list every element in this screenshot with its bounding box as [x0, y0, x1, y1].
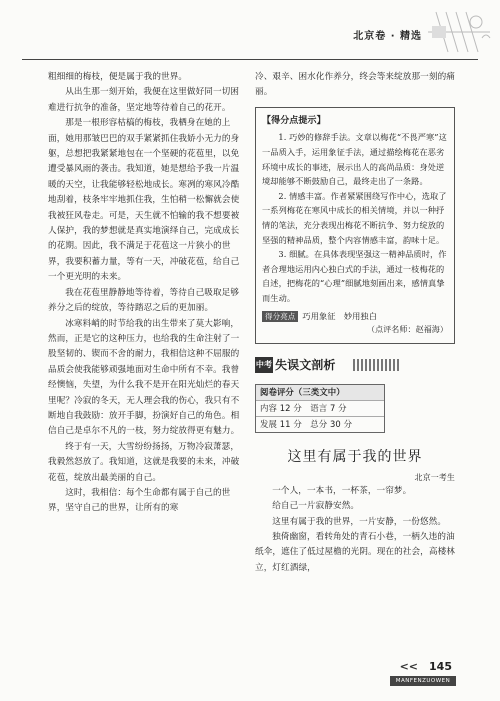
- score-header: 阅卷评分（三类文中）: [256, 385, 384, 400]
- essay-paragraph: 这里有属于我的世界，一片安静，一份悠然。: [272, 516, 447, 527]
- highlight-text: 巧用象征 妙用独白: [302, 310, 377, 321]
- tip-item: 3. 细腻。在具体表现坚强这一精神品质时，作者合理地运用内心独白式的手法，通过一枝梅花的自述，把梅花的“心理”细腻地刻画出来，感情真挚而生动。: [262, 249, 447, 303]
- paragraph: 终于有一天，大雪纷纷扬扬，万物冷寂萧瑟，我毅然怒放了。我知道，这就是我要的未来，冲破花苞，绽放出最美丽的自己。: [48, 441, 240, 483]
- essay-title: 这里有属于我的世界: [287, 448, 423, 465]
- essay-paragraph: 给自己一片寂静安然。: [272, 501, 360, 512]
- paragraph: 冰寒料峭的时节给我的出生带来了莫大影响，然而，正是它的这种压力，也给我的生命注射了一股坚韧的、锲而不舍的耐力，我相信这种不屈服的品质会使我能够顽强地面对生命中所有不幸。我曾经懊恼，失望，为什么我不是开在阳光灿烂的春天里呢？冷寂的冬天，无人理会我的伤心，我只有不断地自我鼓励：放开手脚，扮演好自己的角色。相信自己是卓尔不凡的一枝，努力绽放得更有魅力。: [48, 318, 240, 437]
- paragraph: 从出生那一刻开始，我便在这里做好同一切困难进行抗争的准备，坚定地等待着自己的花开。: [48, 87, 240, 113]
- paragraph: 粗细细的梅枝，便是属于我的世界。: [48, 72, 188, 82]
- section-badge: 中考: [255, 357, 273, 373]
- paragraph: 这时，我相信：每个生命都有属于自己的世界，坚守自己的世界，让所有的寒: [48, 487, 231, 514]
- highlight-tag: 得分亮点: [262, 311, 298, 322]
- tip-item: 1. 巧妙的修辞手法。文章以梅花“不畏严寒”这一品质入手，运用象征手法，通过描绘梅花在恶劣环境中成长的事迹，展示出人的高尚品质：身处逆境却能够不断鼓励自己，最终走出了一条路。: [262, 132, 447, 187]
- header-title: 北京卷 · 精选: [353, 31, 422, 42]
- essay-author: 北京一考生: [414, 472, 455, 482]
- scoring-tips-box: [255, 107, 455, 344]
- score-row: 内容 12 分 语言 7 分: [256, 400, 384, 416]
- reviewer-credit: （点评名师：赵福海）: [367, 325, 448, 335]
- header-divider: [22, 59, 478, 60]
- score-box: [255, 384, 385, 433]
- score-row: 发展 11 分 总分 30 分: [256, 416, 384, 432]
- section-hatch-decoration: [353, 359, 399, 371]
- paragraph: 冷、艰辛、困水化作养分，终会等来绽放那一刻的痛丽。: [255, 72, 455, 98]
- tips-title: 【得分点提示】: [262, 115, 326, 126]
- page-arrow-icon: <<: [399, 660, 418, 673]
- section-title: 失误文剖析: [275, 357, 336, 372]
- decorative-pattern-icon: [426, 8, 492, 56]
- highlight-line: [262, 309, 448, 324]
- left-column: [48, 70, 240, 517]
- section-heading: [255, 356, 455, 374]
- right-column: [255, 70, 455, 576]
- paragraph: 我在花苞里静静地等待着，等待自己吸取足够养分之后的绽放，等待踏忍之后的更加丽。: [48, 287, 240, 314]
- tip-item: 2. 情感丰富。作者紧紧围绕写作中心，选取了一系列梅花在寒风中成长的相关情境，并以一种抒情的笔法，充分表现出梅花不断抗争、努力绽放的坚强的精神品质，整个内容情感丰富，韵味十足。: [262, 190, 447, 245]
- footer-brand: MANFENZUOWEN: [390, 676, 456, 686]
- page-header: [0, 0, 500, 58]
- essay-paragraph: 独倚幽窗，看转角处的青石小巷，一柄久违的油纸伞，遮住了低过屋檐的光阴。现在的社会，高楼林立，灯红酒绿，: [255, 531, 455, 573]
- page-number: 145: [429, 660, 452, 673]
- essay-paragraph: 一个人，一本书，一杯茶，一帘梦。: [272, 485, 412, 496]
- paragraph: 那是一根形容枯槁的梅枝，我栖身在她的上面，她用那皱巴巴的双手紧紧抓住我娇小无力的身躯，总想把我紧紧地包在一个坚硬的花苞里，以免遭受暴风雨的袭击。我知道，她是想给予我一片温暖的天空，让我能够轻松地成长。寒冽的寒风冷酷地刮着，枝条牢牢地抓住我，生怕稍一松懈就会使我被狂风卷走。可是，天生就不怕输的我不想要被人保护，我的梦想就是真实地演绎自己，完成成长的花期。因此，我不满足于花苞这一片狭小的世界，我要积蓄力量，等有一天，冲破花苞，给自己一个更光明的未来。: [48, 118, 240, 283]
